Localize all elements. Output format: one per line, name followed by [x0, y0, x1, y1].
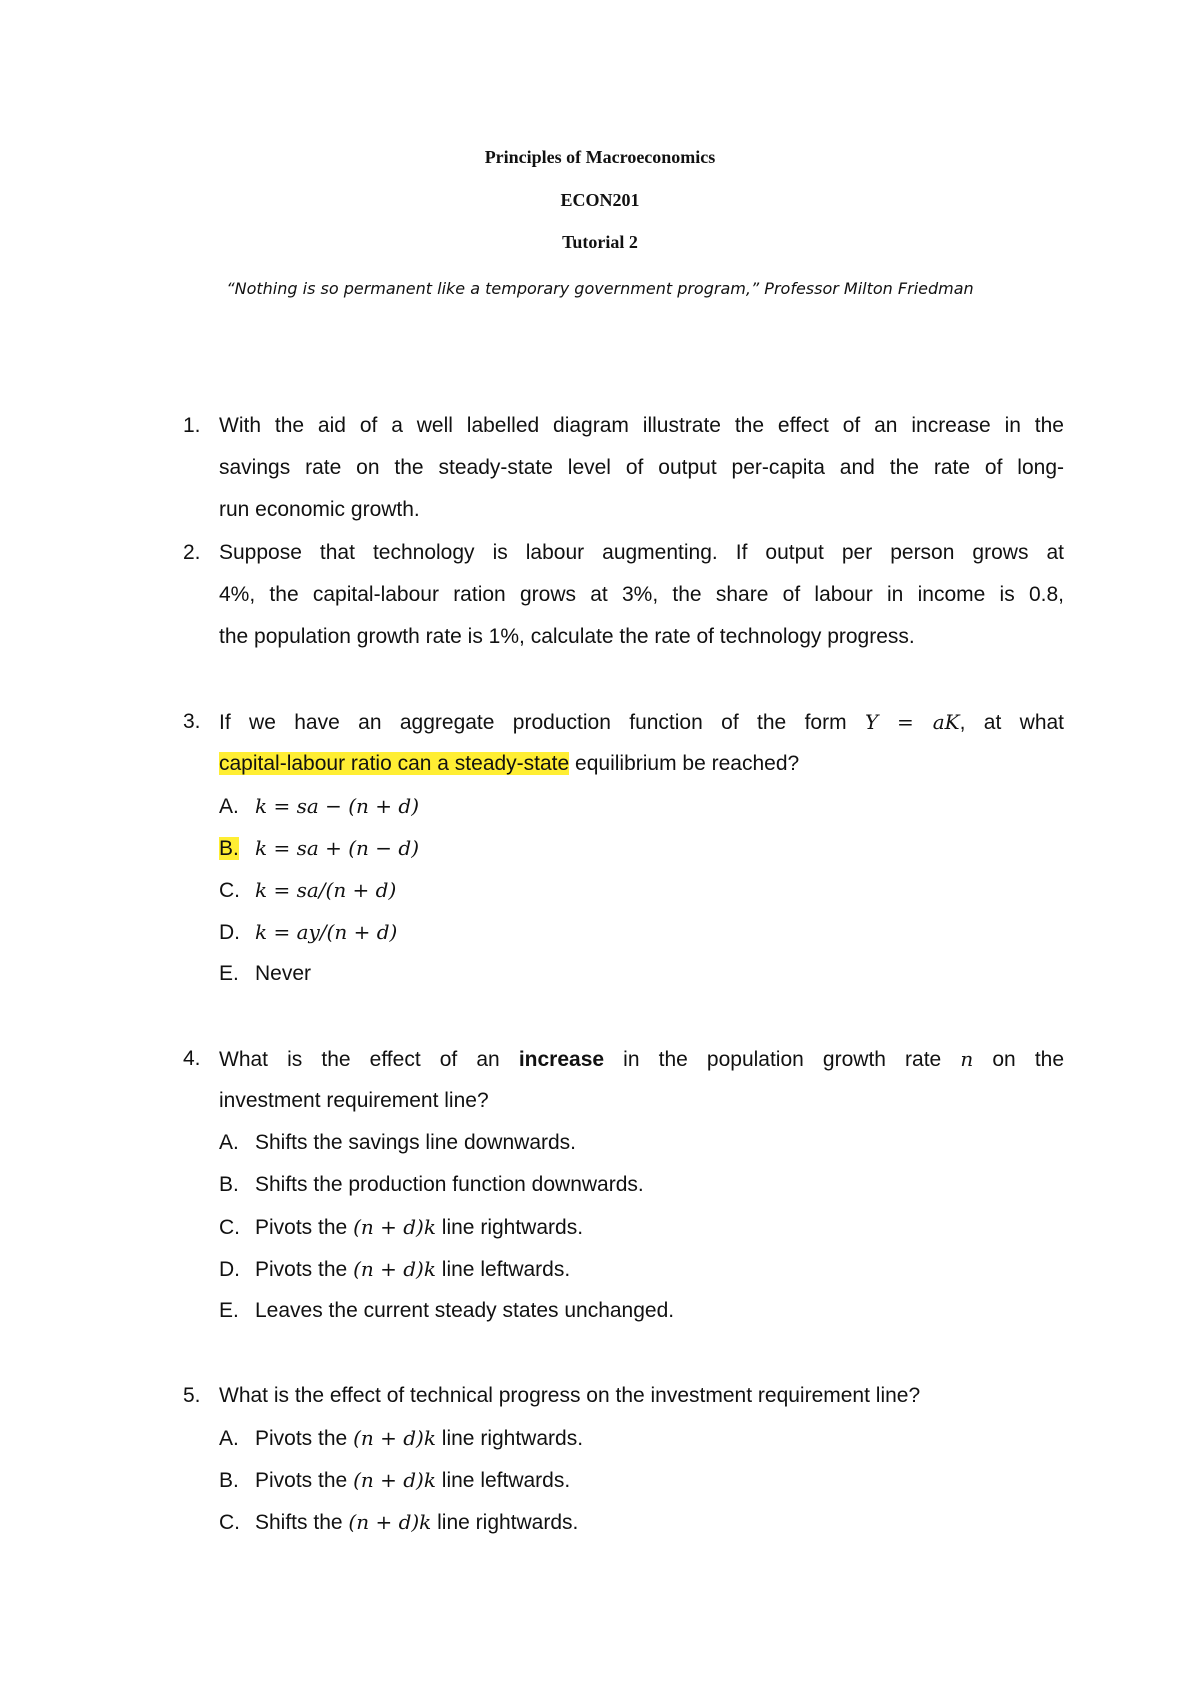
q3-option-b-formula: k = sa + (n − d): [255, 836, 420, 860]
q3-option-d-letter: D.: [219, 921, 240, 944]
q4-option-a: [219, 1131, 576, 1155]
q5-line-1: What is the effect of technical progress on the investment requirement line?: [219, 1384, 921, 1407]
q4-line-1: [219, 1047, 1064, 1072]
q1-number: 1.: [183, 414, 201, 437]
q3-option-b: [219, 836, 419, 861]
q4-option-c: [219, 1215, 583, 1240]
q2-line-1: Suppose that technology is labour augmenting. If output per person grows at: [219, 541, 1064, 564]
q5-option-a-post: line rightwards.: [441, 1427, 584, 1450]
q4-option-a-text: Shifts the savings line downwards.: [255, 1131, 576, 1154]
q1-line-2: savings rate on the steady-state level of output per-capita and the rate of long-: [219, 456, 1064, 479]
q5-option-b-pre: Pivots the: [255, 1469, 348, 1492]
q4-option-b: [219, 1173, 644, 1197]
q4-option-e: [219, 1299, 674, 1323]
course-code: ECON201: [560, 190, 640, 210]
q5-option-c-formula: (n + d)k: [348, 1510, 432, 1534]
q4-option-e-text: Leaves the current steady states unchanged.: [255, 1299, 675, 1322]
q3-option-e: [219, 962, 311, 986]
q3-option-c-formula: k = sa/(n + d): [255, 878, 397, 902]
q4-line-1-b: in the population growth rate: [623, 1048, 942, 1071]
q4-option-c-post: line rightwards.: [441, 1216, 584, 1239]
q4-option-c-pre: Pivots the: [255, 1216, 348, 1239]
q3-option-d: [219, 920, 397, 945]
q1-line-3: run economic growth.: [219, 498, 420, 521]
q5-option-b-post: line leftwards.: [441, 1469, 571, 1492]
q3-option-c: [219, 878, 396, 903]
q2-line-2: 4%, the capital-labour ration grows at 3%, the share of labour in income is 0.8,: [219, 583, 1064, 606]
q5-option-b: [219, 1468, 570, 1493]
q3-option-a: [219, 794, 419, 819]
q3-highlight: capital-labour ratio can a steady-state: [219, 752, 570, 775]
q5-option-c-pre: Shifts the: [255, 1511, 343, 1534]
q5-option-c-letter: C.: [219, 1511, 240, 1534]
q4-option-c-letter: C.: [219, 1216, 240, 1239]
q3-formula: Y = aK: [864, 710, 960, 734]
q5-option-a-formula: (n + d)k: [353, 1426, 436, 1450]
q5-option-a-letter: A.: [219, 1427, 239, 1450]
q4-option-d-letter: D.: [219, 1258, 240, 1281]
q5-option-b-formula: (n + d)k: [353, 1468, 436, 1492]
q4-number: 4.: [183, 1047, 201, 1070]
q4-line-1-a: What is the effect of an: [219, 1048, 500, 1071]
q4-option-c-formula: (n + d)k: [353, 1215, 436, 1239]
q5-option-c-post: line rightwards.: [437, 1511, 579, 1534]
q4-option-d-formula: (n + d)k: [353, 1257, 436, 1281]
q5-option-c: [219, 1510, 578, 1535]
q4-option-a-letter: A.: [219, 1131, 239, 1154]
q2-line-3: the population growth rate is 1%, calculate the rate of technology progress.: [219, 625, 915, 648]
q4-option-d-post: line leftwards.: [441, 1258, 571, 1281]
q3-option-e-letter: E.: [219, 962, 239, 985]
q3-line-1: [219, 710, 1064, 735]
q3-option-a-letter: A.: [219, 795, 239, 818]
q5-number: 5.: [183, 1384, 201, 1407]
q5-option-a: [219, 1426, 583, 1451]
q4-line-1-c: on the: [992, 1048, 1065, 1071]
q4-line-2: investment requirement line?: [219, 1089, 489, 1112]
q3-option-c-letter: C.: [219, 879, 240, 902]
q3-option-e-text: Never: [255, 962, 312, 985]
q4-variable: n: [960, 1047, 974, 1071]
q4-option-d: [219, 1257, 570, 1282]
q2-number: 2.: [183, 541, 201, 564]
q3-option-a-formula: k = sa − (n + d): [255, 794, 420, 818]
q4-option-b-letter: B.: [219, 1173, 239, 1196]
course-title: Principles of Macroeconomics: [484, 147, 716, 167]
q5-option-b-letter: B.: [219, 1469, 239, 1492]
q3-number: 3.: [183, 710, 201, 733]
q3-option-b-letter: B.: [219, 837, 239, 860]
q3-line-2-rest: equilibrium be reached?: [569, 752, 800, 775]
q4-option-d-pre: Pivots the: [255, 1258, 348, 1281]
quote: “Nothing is so permanent like a temporary government program,” Professor Milton Friedman: [226, 279, 974, 298]
q1-line-1: With the aid of a well labelled diagram illustrate the effect of an increase in the: [219, 414, 1064, 437]
q5-option-a-pre: Pivots the: [255, 1427, 348, 1450]
q4-option-e-letter: E.: [219, 1299, 239, 1322]
q4-option-b-text: Shifts the production function downwards.: [255, 1173, 644, 1196]
q3-option-d-formula: k = ay/(n + d): [255, 920, 398, 944]
q3-line-1-end: , at what: [959, 711, 1065, 734]
tutorial-title: Tutorial 2: [562, 232, 638, 252]
q3-line-2: [219, 752, 799, 776]
q4-bold-word: increase: [518, 1048, 605, 1071]
q3-line-1-text: If we have an aggregate production function of the form: [219, 711, 847, 734]
